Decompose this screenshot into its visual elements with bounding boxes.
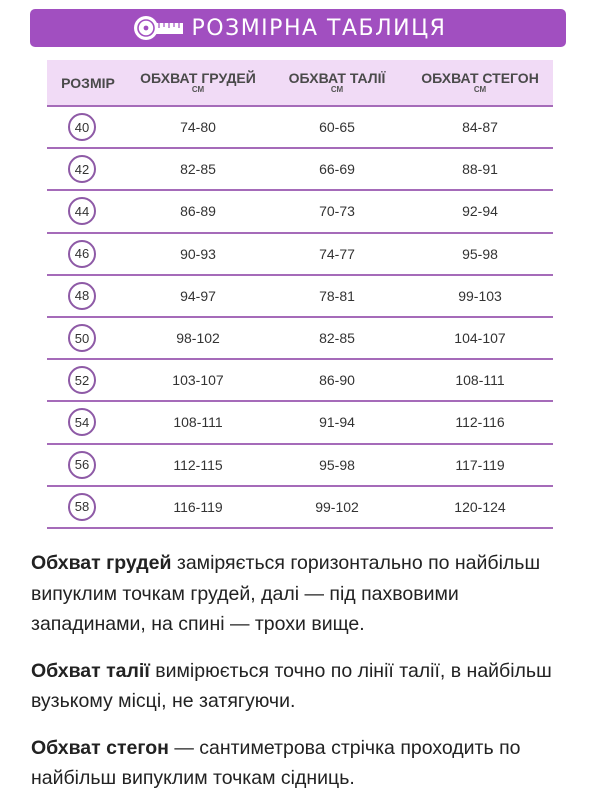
- hips-value: 99-103: [458, 287, 502, 304]
- table-row: [47, 318, 553, 360]
- size-badge: 58: [68, 493, 96, 521]
- size-badge: 50: [68, 324, 96, 352]
- unit-label: СМ: [191, 85, 205, 94]
- chest-value: 86-89: [180, 203, 216, 220]
- size-badge: 48: [68, 282, 96, 310]
- measurement-notes: [31, 548, 571, 810]
- chest-value: 108-111: [173, 414, 223, 431]
- waist-value: 86-90: [319, 372, 355, 389]
- table-row: [47, 107, 553, 149]
- hips-value: 108-111: [455, 372, 505, 389]
- note-hips: [31, 733, 571, 794]
- unit-label: СМ: [473, 85, 487, 94]
- waist-value: 70-73: [319, 203, 355, 220]
- note-text: — сантиметрова стрічка проходить по найбільш випуклим точкам сідниць.: [31, 736, 521, 789]
- hips-value: 120-124: [454, 498, 506, 515]
- hips-value: 104-107: [454, 330, 506, 347]
- table-row: [47, 402, 553, 444]
- waist-value: 78-81: [319, 287, 355, 304]
- size-badge: 44: [68, 197, 96, 225]
- header-waist: ОБХВАТ ТАЛІЇ СМ: [267, 71, 407, 94]
- hips-value: 88-91: [462, 161, 498, 178]
- chest-value: 98-102: [176, 330, 220, 347]
- note-text: вимірюється точно по лінії талії, в найбільш вузькому місці, не затягуючи.: [31, 659, 552, 712]
- note-waist: [31, 656, 571, 717]
- table-row: [47, 149, 553, 191]
- size-badge: 46: [68, 240, 96, 268]
- table-header: [47, 60, 553, 107]
- hips-value: 95-98: [462, 245, 498, 262]
- unit-label: СМ: [330, 85, 344, 94]
- chest-value: 116-119: [173, 498, 223, 515]
- waist-value: 95-98: [319, 456, 355, 473]
- size-badge: 54: [68, 408, 96, 436]
- waist-value: 74-77: [319, 245, 355, 262]
- chest-value: 90-93: [180, 245, 216, 262]
- note-term: Обхват грудей: [31, 552, 172, 574]
- size-badge: 40: [68, 113, 96, 141]
- measuring-tape-icon: [132, 15, 184, 41]
- waist-value: 60-65: [319, 119, 355, 136]
- header-size: РОЗМІР: [61, 74, 115, 91]
- hips-value: 84-87: [462, 119, 498, 136]
- note-chest: [31, 548, 571, 640]
- chest-value: 94-97: [180, 287, 216, 304]
- table-row: [47, 360, 553, 402]
- size-badge: 42: [68, 155, 96, 183]
- table-row: [47, 234, 553, 276]
- note-term: Обхват стегон: [31, 736, 169, 759]
- chest-value: 103-107: [172, 372, 224, 389]
- waist-value: 66-69: [319, 161, 355, 178]
- size-badge: 52: [68, 366, 96, 394]
- table-row: [47, 487, 553, 529]
- banner-title: РОЗМІРНА ТАБЛИЦЯ: [191, 15, 447, 41]
- waist-value: 99-102: [315, 498, 359, 515]
- hips-value: 117-119: [455, 456, 505, 473]
- waist-value: 82-85: [319, 330, 355, 347]
- table-row: [47, 445, 553, 487]
- note-term: Обхват талії: [31, 659, 150, 682]
- note-text: заміряється горизонтально по найбільш випуклим точкам грудей, далі — під пахвовими западинами, на спині — трохи вище.: [31, 552, 541, 635]
- waist-value: 91-94: [319, 414, 355, 431]
- table-row: [47, 191, 553, 233]
- size-table: [47, 60, 553, 529]
- size-badge: 56: [68, 451, 96, 479]
- chest-value: 82-85: [180, 161, 216, 178]
- header-chest: ОБХВАТ ГРУДЕЙ СМ: [129, 71, 267, 94]
- table-row: [47, 276, 553, 318]
- header-hips: ОБХВАТ СТЕГОН СМ: [407, 71, 553, 94]
- hips-value: 92-94: [462, 203, 498, 220]
- hips-value: 112-116: [455, 414, 505, 431]
- title-banner: [30, 9, 566, 47]
- chest-value: 112-115: [173, 456, 223, 473]
- chest-value: 74-80: [180, 119, 216, 136]
